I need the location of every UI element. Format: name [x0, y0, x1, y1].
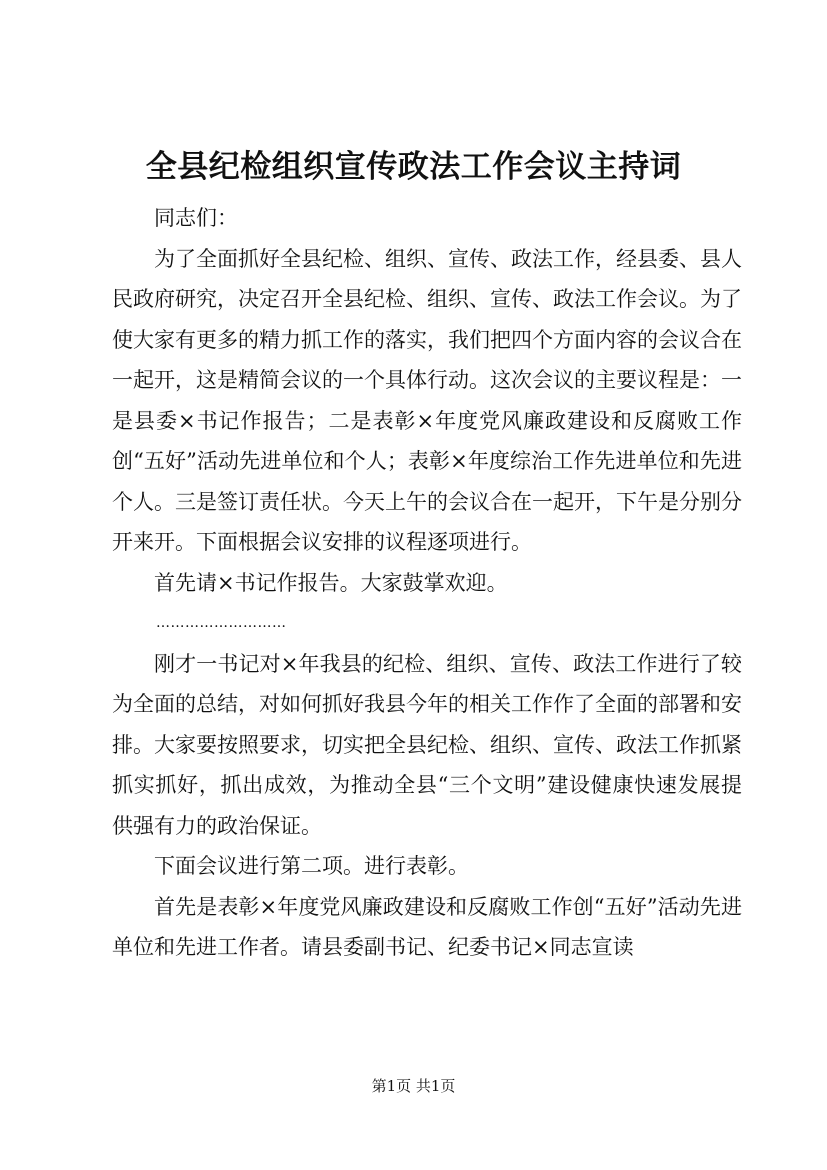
page-footer: 第1页 共1页 [371, 1077, 456, 1095]
document-title: 全县纪检组织宣传政法工作会议主持词 [145, 149, 682, 185]
commendation-paragraph: 首先是表彰×年度党风廉政建设和反腐败工作创“五好”活动先进单位和先进工作者。请县委副书记、纪委书记×同志宣读 [112, 894, 742, 959]
salutation-paragraph: 同志们： [154, 206, 238, 230]
report-invitation-paragraph: 首先请×书记作报告。大家鼓掌欢迎。 [154, 570, 508, 595]
second-item-paragraph: 下面会议进行第二项。进行表彰。 [154, 854, 469, 878]
ellipsis-text: ……………………… [156, 615, 287, 631]
ellipsis-divider [112, 603, 742, 644]
document-body [112, 198, 742, 968]
summary-paragraph: 刚才一书记对×年我县的纪检、组织、宣传、政法工作进行了较为全面的总结，对如何抓好我县今年的相关工作作了全面的部署和安排。大家要按照要求，切实把全县纪检、组织、宣传、政法工作抓紧抓实抓好，抓出成效，为推动全县“三个文明”建设健康快速发展提供强有力的政治保证。 [112, 651, 742, 838]
agenda-paragraph: 为了全面抓好全县纪检、组织、宣传、政法工作，经县委、县人民政府研究，决定召开全县纪检、组织、宣传、政法工作会议。为了使大家有更多的精力抓工作的落实，我们把四个方面内容的会议合在一起开，这是精简会议的一个具体行动。这次会议的主要议程是：一是县委×书记作报告；二是表彰×年度党风廉政建设和反腐败工作创“五好”活动先进单位和个人；表彰×年度综治工作先进单位和先进个人。三是签订责任状。今天上午的会议合在一起开，下午是分别分开来开。下面根据会议安排的议程逐项进行。 [112, 246, 742, 554]
